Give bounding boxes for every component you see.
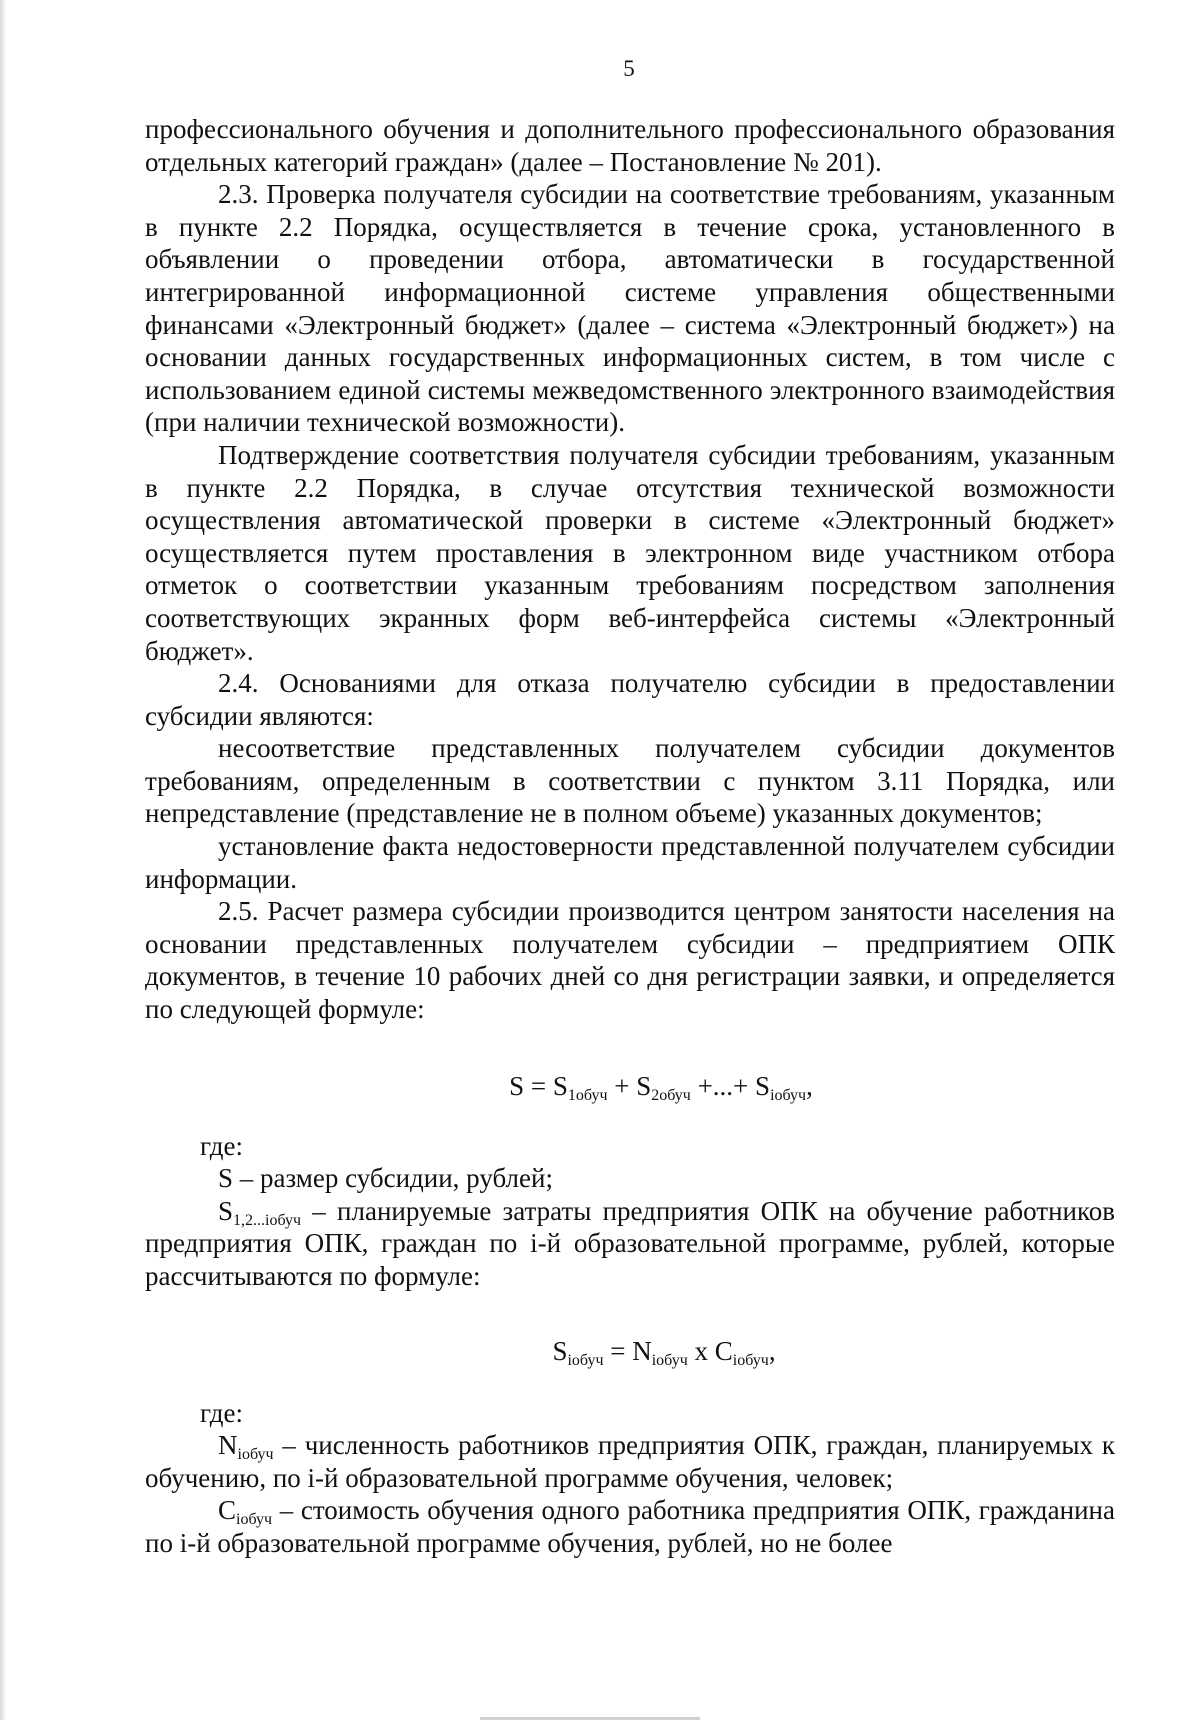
paragraph-2-5: 2.5. Расчет размера субсидии производится центром занятости населения на основании представленных получателем субсидии – предприятием ОПК документов, в течение 10 рабочих дней со дня регистрации заявки, и определяется по следующей формуле: [145,896,1115,1025]
document-body [145,113,1115,1560]
scan-edge-shadow [0,0,6,1720]
definition-c: $C_{iобуч}$ – стоимость обучения одного работника предприятия ОПК, гражданина по i-й образовательной программе обучения, рублей, но не более [145,1495,1115,1558]
definition-s: S – размер субсидии, рублей; [218,1163,553,1194]
paragraph-2-3: 2.3. Проверка получателя субсидии на соответствие требованиям, указанным в пункте 2.2 Порядка, осуществляется в течение срока, установленного в объявлении о проведении отбора, автоматически в государственной интегрированной информационной системе управления общественными финансами «Электронный бюджет» (далее – система «Электронный бюджет») на основании данных государственных информационных систем, в том числе с использованием единой системы межведомственного электронного взаимодействия (при наличии технической возможности). [145,179,1115,438]
where-label-1: где: [200,1130,243,1161]
paragraph-confirmation: Подтверждение соответствия получателя субсидии требованиям, указанным в пункте 2.2 Порядка, в случае отсутствия технической возможности осуществления автоматической проверки в системе «Электронный бюджет» осуществляется путем проставления в электронном виде участником отбора отметок о соответствии указанным требованиям посредством заполнения соответствующих экранных форм веб-интерфейса системы «Электронный бюджет». [145,439,1115,666]
paragraph-continuation: профессионального обучения и дополнительного профессионального образования отдельных категорий граждан» (далее – Постановление № 201). [145,114,1115,177]
formula-s-i: $S_{iобуч} = N_{iобуч}$ х $C_{iобуч}$, [552,1335,776,1369]
paragraph-refusal-reason-2: установление факта недостоверности представленной получателем субсидии информации. [145,831,1115,894]
page-number: 5 [623,56,635,81]
paragraph-2-4: 2.4. Основаниями для отказа получателю субсидии в предоставлении субсидии являются: [145,668,1115,731]
definition-n: $N_{iобуч}$ – численность работников предприятия ОПК, граждан, планируемых к обучению, по i-й образовательной программе обучения, человек; [145,1430,1115,1493]
where-label-2: где: [200,1397,243,1428]
definition-s-i: $S_{1,2...iобуч}$ – планируемые затраты предприятия ОПК на обучение работников предприятия ОПК, граждан по i-й образовательной программе, рублей, которые рассчитываются по формуле: [145,1195,1115,1291]
paragraph-refusal-reason-1: несоответствие представленных получателем субсидии документов требованиям, определенным в соответствии с пунктом 3.11 Порядка, или непредставление (представление не в полном объеме) указанных документов; [145,733,1115,829]
formula-subsidy-total: $S = S_{1обуч} + S_{2обуч}$ +...+ $S_{iобуч}$, [509,1070,813,1104]
